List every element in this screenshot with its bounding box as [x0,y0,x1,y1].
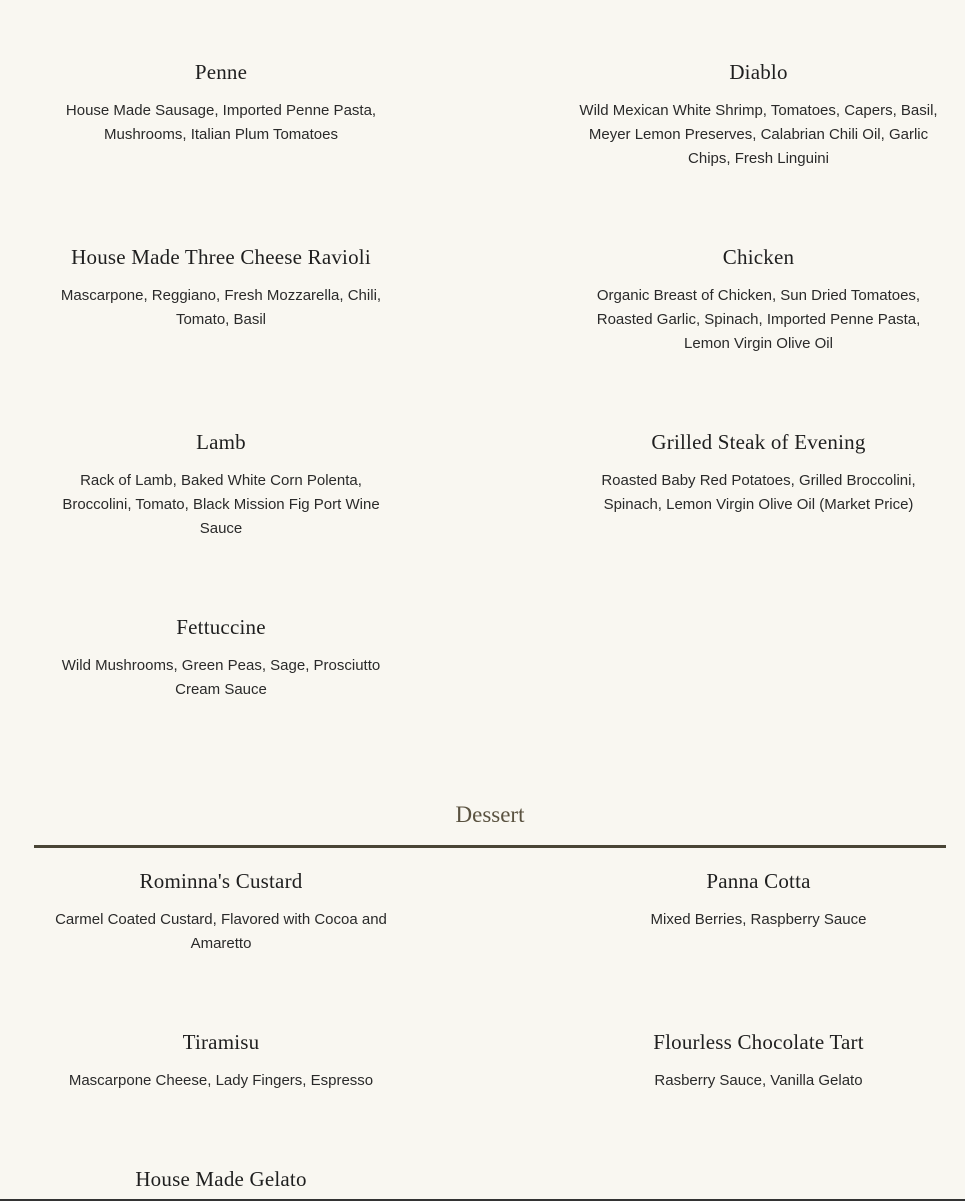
item-name: House Made Gelato [135,1167,307,1191]
item-description: Wild Mushrooms, Green Peas, Sage, Prosciutto Cream Sauce [61,657,381,698]
menu-item-penne [46,59,396,147]
item-name: Rominna's Custard [139,869,303,893]
item-description: House Made Sausage, Imported Penne Pasta, Mushrooms, Italian Plum Tomatoes [65,102,377,143]
menu-item-grilled-steak [576,429,941,517]
menu-item-chicken [576,244,941,356]
item-name: Penne [194,60,248,84]
item-description: Mixed Berries, Raspberry Sauce [650,911,867,928]
item-description: Roasted Baby Red Potatoes, Grilled Broccolini, Spinach, Lemon Virgin Olive Oil (Market Price) [601,472,916,513]
item-name: Grilled Steak of Evening [651,430,866,454]
item-name: Panna Cotta [706,869,811,893]
menu-item-fettuccine [46,614,396,702]
item-name: Diablo [729,60,788,84]
menu-item-flourless-chocolate-tart [576,1029,941,1093]
menu-item-tiramisu [46,1029,396,1093]
section-divider [34,845,946,848]
menu-item-three-cheese-ravioli [46,244,396,332]
item-description: Carmel Coated Custard, Flavored with Cocoa and Amaretto [55,911,387,952]
item-description: Rasberry Sauce, Vanilla Gelato [654,1072,863,1089]
item-description: Mascarpone, Reggiano, Fresh Mozzarella, Chili, Tomato, Basil [60,287,382,328]
item-name: Lamb [196,430,246,454]
section-title-dessert: Dessert [455,802,525,827]
item-description: Rack of Lamb, Baked White Corn Polenta, Broccolini, Tomato, Black Mission Fig Port Wine Sauce [62,472,380,537]
item-name: House Made Three Cheese Ravioli [71,245,371,269]
menu-item-rominnas-custard [36,868,406,956]
item-description: Mascarpone Cheese, Lady Fingers, Espresso [68,1072,374,1089]
menu-item-panna-cotta [576,868,941,932]
menu-item-house-made-gelato [46,1166,396,1192]
item-name: Tiramisu [182,1030,260,1054]
item-name: Chicken [722,245,795,269]
item-description: Organic Breast of Chicken, Sun Dried Tomatoes, Roasted Garlic, Spinach, Imported Penne Pasta, Lemon Virgin Olive Oil [596,287,921,352]
item-description: Wild Mexican White Shrimp, Tomatoes, Capers, Basil, Meyer Lemon Preserves, Calabrian Chili Oil, Garlic Chips, Fresh Linguini [579,102,938,167]
menu-item-lamb [46,429,396,541]
item-name: Fettuccine [176,615,266,639]
menu-item-diablo [566,59,951,171]
item-name: Flourless Chocolate Tart [653,1030,864,1054]
